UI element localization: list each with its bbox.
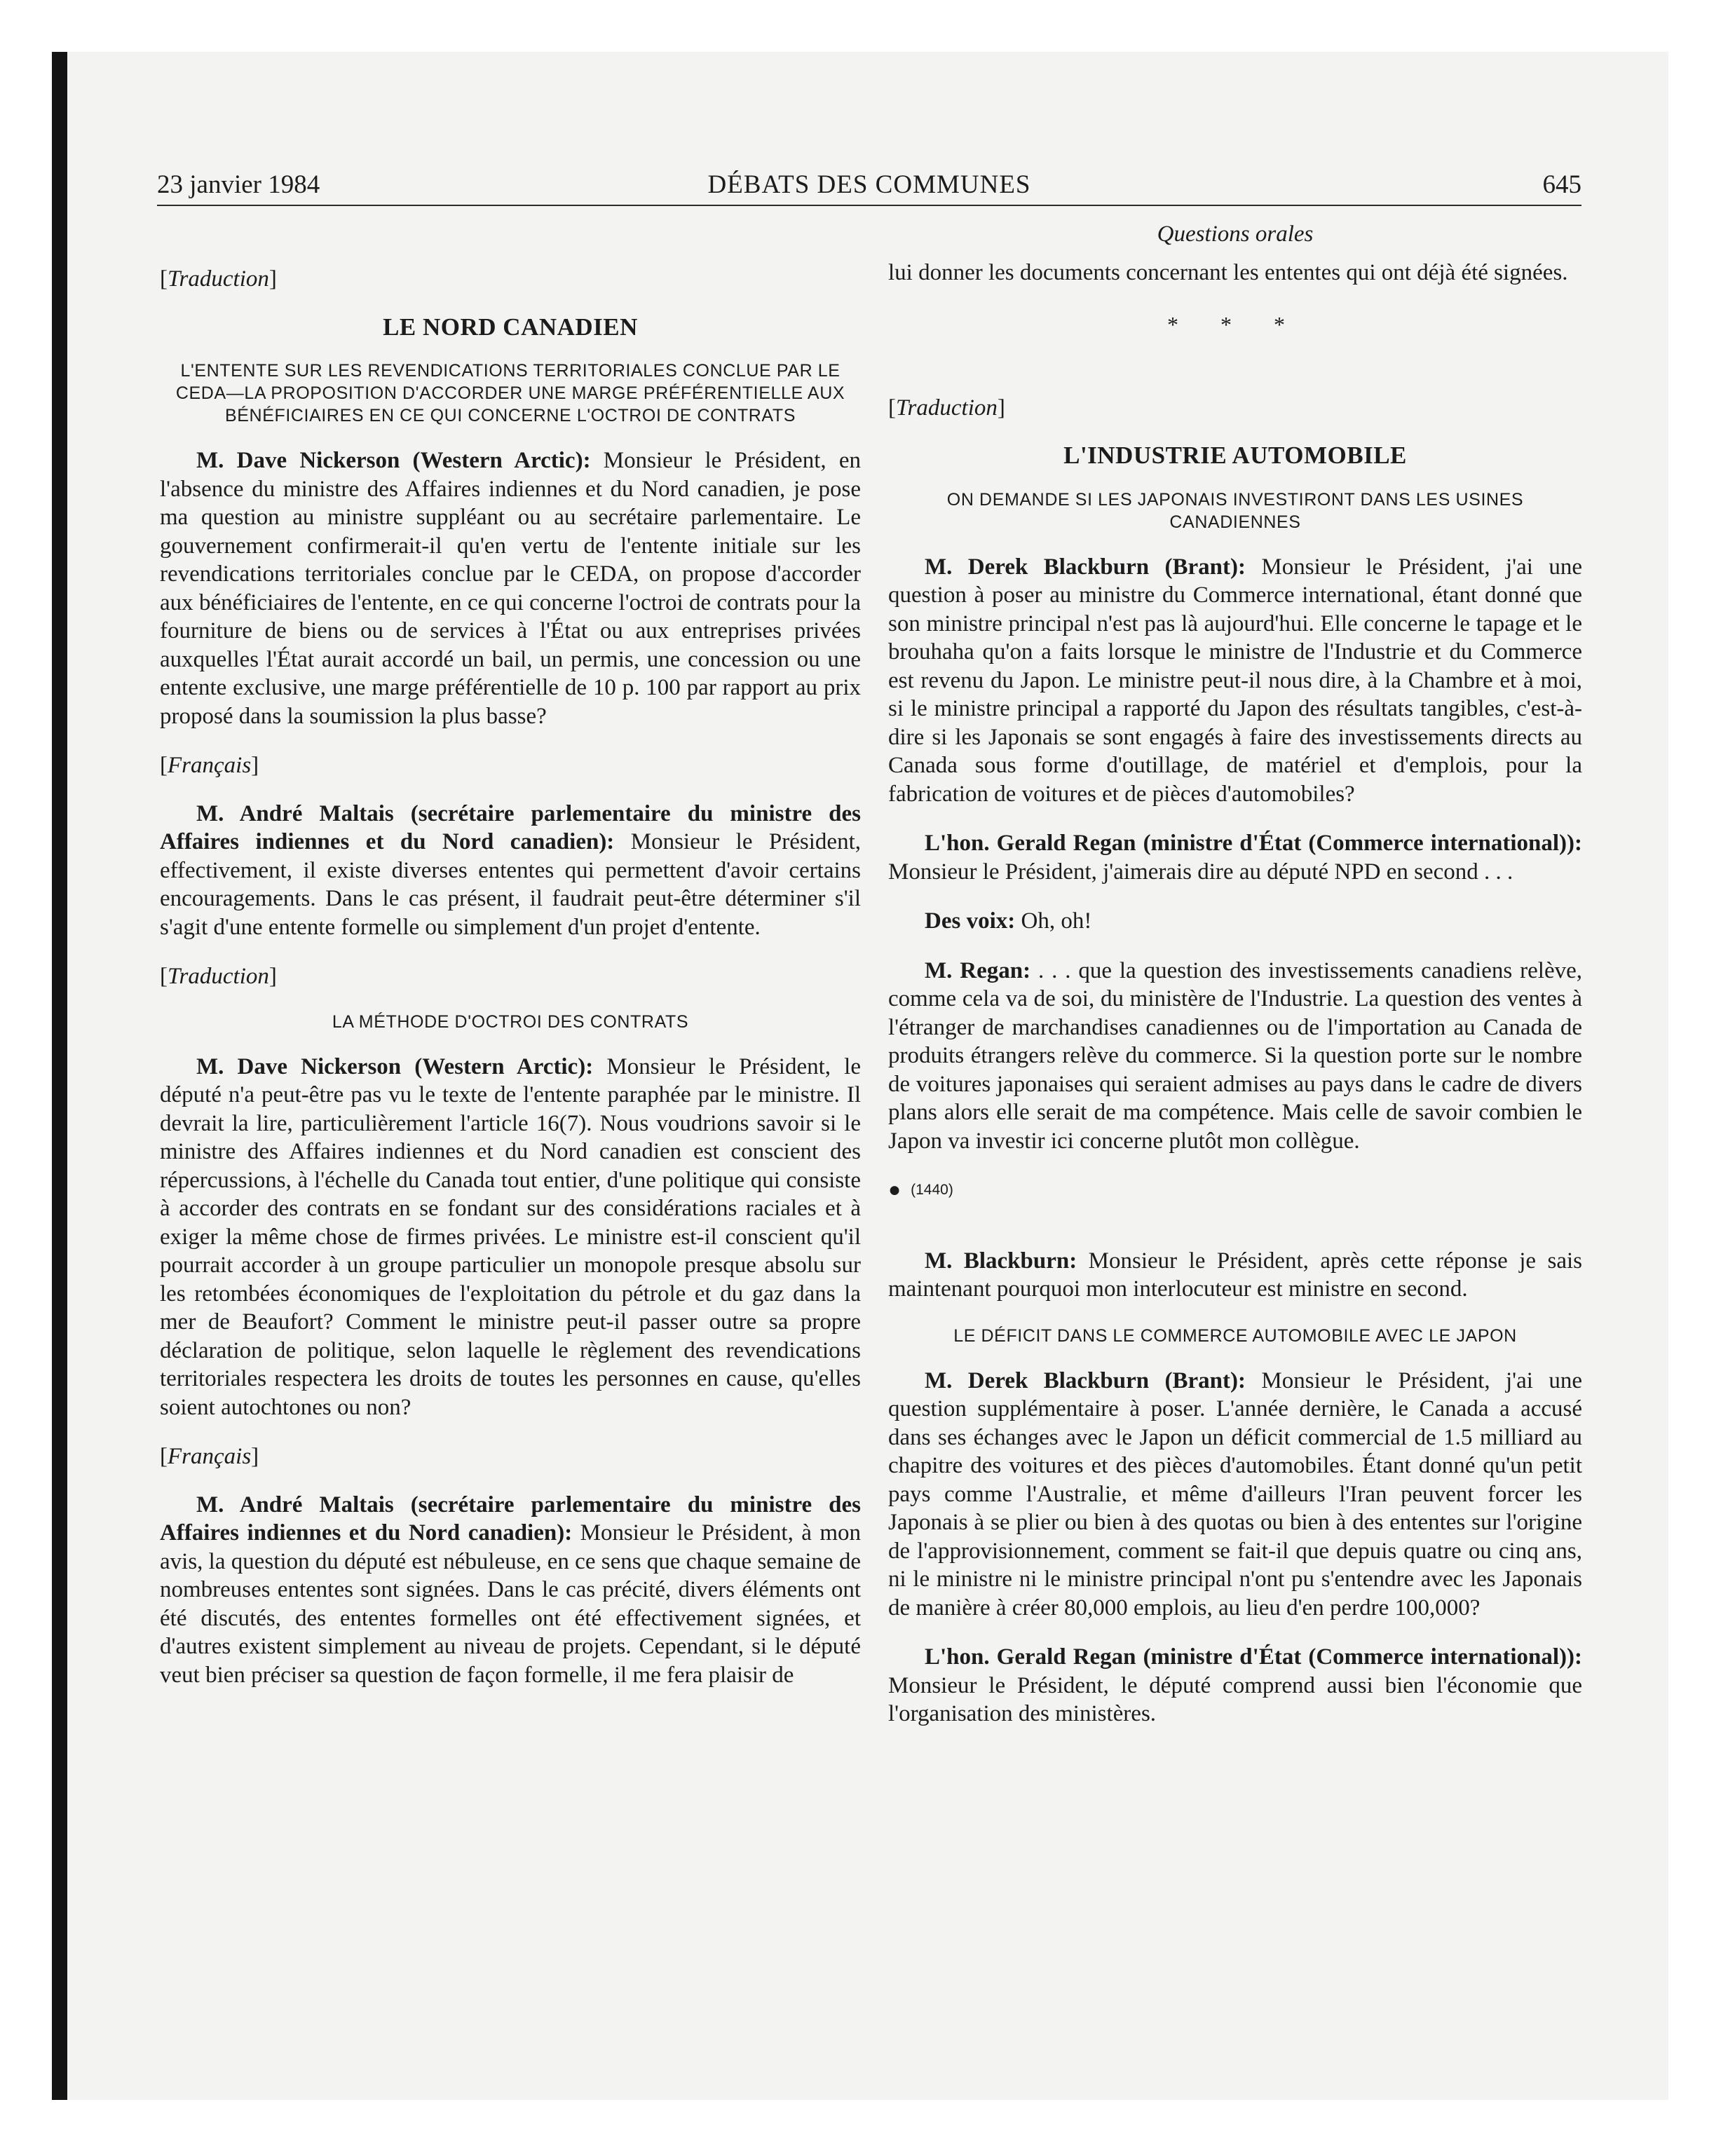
section-label: Questions orales (1157, 221, 1314, 247)
section-subheading: L'ENTENTE SUR LES REVENDICATIONS TERRITORIALES CONCLUE PAR LE CEDA—LA PROPOSITION D'ACCORDER UNE MARGE PRÉFÉRENTIELLE AUX BÉNÉFICIAIRES EN CE QUI CONCERNE L'OCTROI DE CONTRATS (175, 361, 845, 425)
section-subheading: ON DEMANDE SI LES JAPONAIS INVESTIRONT DANS LES USINES CANADIENNES (946, 489, 1524, 532)
speaker-name: Des voix: (925, 908, 1016, 934)
speech-paragraph (888, 1247, 1582, 1304)
speaker-name: L'hon. Gerald Regan (ministre d'État (Commerce international)): (925, 831, 1582, 856)
bullet-icon: ● (888, 1178, 901, 1201)
language-tag: [Français] (160, 753, 259, 778)
page-header (157, 165, 1581, 206)
speech-continuation: lui donner les documents concernant les ententes qui ont déjà été signées. (888, 259, 1568, 285)
section-heading: L'INDUSTRIE AUTOMOBILE (1063, 442, 1407, 469)
speech-text: Monsieur le Président, le député comprend aussi bien l'économie que l'organisation des ministères. (888, 1672, 1582, 1726)
time-marker: ● (1440) (888, 1178, 953, 1201)
speech-text: Oh, oh! (1015, 908, 1092, 934)
speech-paragraph (888, 553, 1582, 809)
speech-paragraph (160, 1491, 861, 1690)
speech-text: Monsieur le Président, j'ai une question supplémentaire à poser. L'année dernière, le Canada a accusé dans ses échanges avec le Japon un déficit commercial de 1.5 milliard au chapitre des voitures et des pièces d'automobiles. Étant donné qu'un petit pays comme l'Australie, et même d'ailleurs l'Iran peuvent forcer les Japonais à se plier ou bien à des quotas ou bien à des ententes sur l'origine de l'approvisionnement, comment se fait-il que depuis quatre ou cinq ans, ni le ministre ni le ministre principal n'ont pu s'entendre avec les Japonais de manière à créer 80,000 emplois, au lieu d'en perdre 100,000? (888, 1367, 1583, 1621)
speech-paragraph (888, 907, 1582, 936)
speech-text: Monsieur le Président, à mon avis, la question du député est nébuleuse, en ce sens que chaque semaine de nombreuses ententes sont signées. Dans le cas précité, divers éléments ont été discutés, des ententes formelles ont été effectivement signées, et d'autres existent simplement au niveau de projets. Cependant, si le député veut bien préciser sa question de façon formelle, il me fera plaisir de (160, 1520, 862, 1688)
section-subheading: LA MÉTHODE D'OCTROI DES CONTRATS (332, 1011, 689, 1032)
speech-text: Monsieur le Président, j'ai une question à poser au ministre du Commerce international, étant donné que son ministre principal n'est pas là aujourd'hui. Elle concerne le tapage et le brouhaha qu'on a faits lorsque le ministre de l'Industrie et du Commerce est revenu du Japon. Le ministre peut-il nous dire, à la Chambre et à moi, si le ministre principal a rapporté du Japon des résultats tangibles, c'est-à-dire si les Japonais se sont engagés à faire des investissements directs au Canada sous forme d'outillage, de matériel et d'emplois, pour la fabrication de voitures et de pièces d'automobiles? (888, 554, 1583, 807)
translation-tag: [Traduction] (888, 395, 1005, 421)
speech-text: . . . que la question des investissements canadiens relève, comme cela va de soi, du ministère de l'Industrie. La question des ventes à l'étranger de marchandises canadiennes ou de l'importation au Canada de produits étrangers relève du commerce. Si la question porte sur le nombre de voitures japonaises qui seraient admises au pays dans le cadre de divers plans alors elle serait de ma compétence. Mais celle de savoir combien le Japon va investir ici concerne plutôt mon collègue. (888, 957, 1583, 1154)
speech-paragraph (160, 446, 861, 730)
section-separator: * * * (1167, 312, 1303, 337)
speech-paragraph (888, 829, 1582, 886)
speech-paragraph (888, 1643, 1582, 1728)
language-tag: [Français] (160, 1444, 259, 1469)
speech-text: Monsieur le Président, le député n'a peut-être pas vu le texte de l'entente paraphée par le ministre. Il devrait la lire, particulièrement l'article 16(7). Nous voudrions savoir si le ministre des Affaires indiennes et du Nord canadien est conscient des répercussions, à l'échelle du Canada tout entier, d'une politique qui consiste à accorder des contrats en se fondant sur des considérations raciales et à exiger la même chose de firmes privées. Le ministre est-il conscient qu'il pourrait accorder à un groupe particulier un monopole presque absolu sur les retombées économiques de l'exploitation du pétrole et du gaz dans la mer de Beaufort? Comment le ministre peut-il passer outre sa propre déclaration de politique, selon laquelle le règlement des revendications territoriales respectera les droits de toutes les personnes en cause, qu'elles soient autochtones ou non? (160, 1053, 861, 1420)
left-column (160, 265, 861, 1710)
speech-paragraph (888, 1367, 1582, 1623)
speaker-name: M. Derek Blackburn (Brant): (925, 1367, 1246, 1393)
speech-text: Monsieur le Président, j'aimerais dire au député NPD en second . . . (888, 859, 1513, 885)
speaker-name: M. Blackburn: (925, 1248, 1077, 1274)
right-column (888, 220, 1582, 1749)
speaker-name: M. André Maltais (secrétaire parlementaire du ministre des Affaires indiennes et du Nord canadien): (160, 800, 861, 854)
header-title: DÉBATS DES COMMUNES (707, 170, 1031, 199)
speech-text: Monsieur le Président, après cette réponse je sais maintenant pourquoi mon interlocuteur est ministre en second. (888, 1248, 1582, 1302)
speaker-name: M. Dave Nickerson (Western Arctic): (196, 448, 591, 473)
translation-tag: [Traduction] (160, 964, 277, 989)
speaker-name: L'hon. Gerald Regan (ministre d'État (Commerce international)): (925, 1644, 1582, 1670)
section-heading: LE NORD CANADIEN (383, 313, 638, 341)
speaker-name: M. Regan: (925, 957, 1031, 983)
speech-text: Monsieur le Président, en l'absence du ministre des Affaires indiennes et du Nord canadien, je pose ma question au ministre suppléant ou au secrétaire parlementaire. Le gouvernement confirmerait-il qu'en vertu de l'entente initiale sur les revendications territoriales conclue par le CEDA, on propose d'accorder aux bénéficiaires de l'entente, en ce qui concerne l'octroi de contrats pour la fourniture de biens ou de services à l'État ou aux entreprises privées auxquelles l'État aurait accordé un bail, un permis, une concession ou une entente exclusive, une marge préférentielle de 10 p. 100 par rapport au prix proposé dans la soumission la plus basse? (160, 448, 861, 729)
speaker-name: M. Dave Nickerson (Western Arctic): (196, 1053, 594, 1079)
speech-text: Monsieur le Président, effectivement, il existe diverses ententes qui permettent d'avoir certains encouragements. Dans le cas présent, il faudrait peut-être déterminer s'il s'agit d'une entente formelle ou simplement d'un projet d'entente. (160, 829, 861, 940)
header-date: 23 janvier 1984 (157, 170, 320, 199)
speech-paragraph (160, 1053, 861, 1422)
section-subheading: LE DÉFICIT DANS LE COMMERCE AUTOMOBILE AVEC LE JAPON (953, 1325, 1517, 1346)
speech-paragraph (160, 800, 861, 942)
speech-paragraph (888, 957, 1582, 1156)
header-page-number: 645 (1542, 170, 1581, 199)
speaker-name: M. André Maltais (secrétaire parlementaire du ministre des Affaires indiennes et du Nord canadien): (160, 1492, 861, 1546)
translation-tag: [Traduction] (160, 266, 277, 292)
scan-edge-bar (52, 52, 67, 2100)
speaker-name: M. Derek Blackburn (Brant): (925, 554, 1246, 580)
